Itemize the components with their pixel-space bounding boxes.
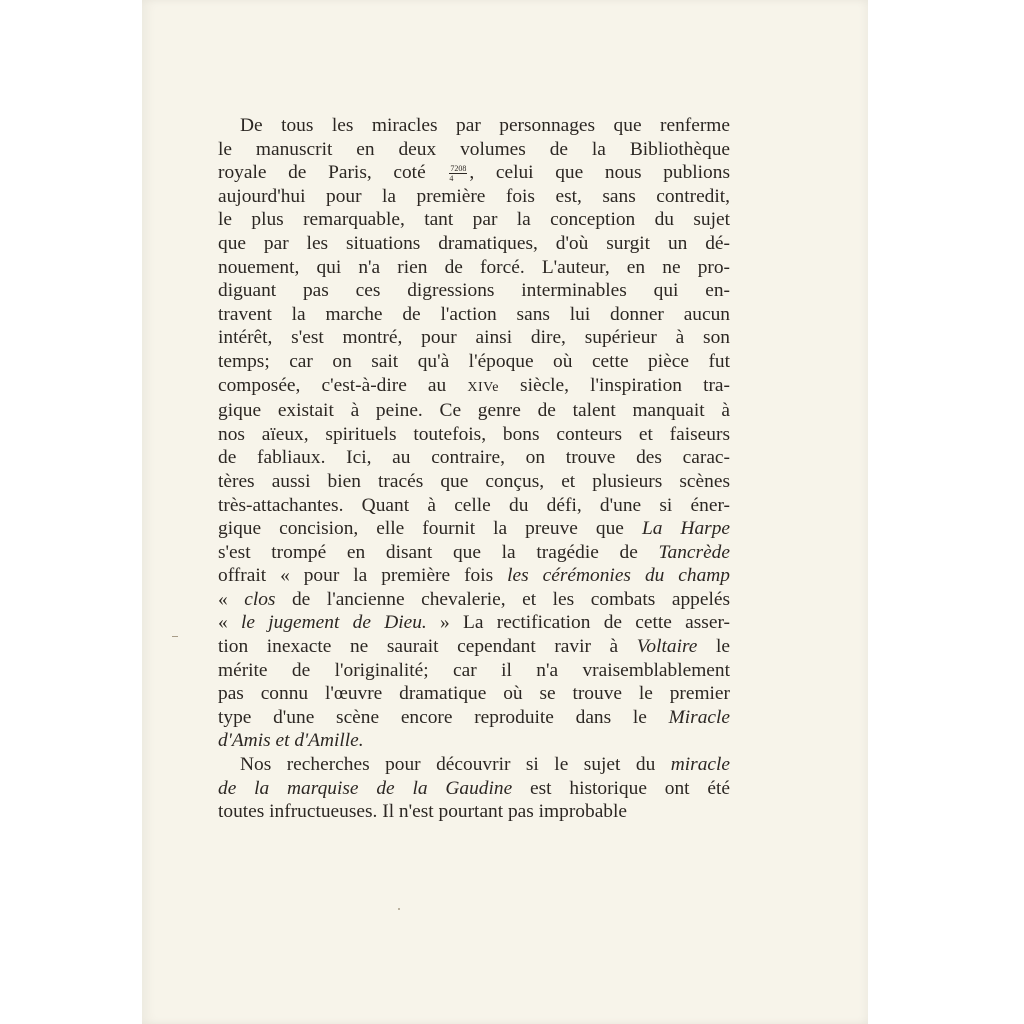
italic-run: le jugement de Dieu.	[240, 612, 427, 634]
text-run: «	[218, 612, 241, 634]
text-run: intérêt, s'est montré, pour ainsi dire, supérieur à son	[218, 327, 730, 349]
text-run: temps; car on sait qu'à l'époque où cette pièce fut	[218, 350, 730, 372]
text-line	[218, 446, 730, 470]
paper-speck	[172, 636, 178, 637]
text-line	[218, 706, 730, 730]
text-line	[218, 800, 730, 824]
text-line	[218, 279, 730, 303]
text-line	[218, 232, 730, 256]
text-line	[218, 374, 730, 400]
text-run: type d'une scène encore reproduite dans le	[218, 706, 669, 728]
century-numeral: XIVe	[467, 379, 499, 395]
paragraph-1	[218, 114, 730, 753]
text-run: siècle, l'inspiration tra-	[498, 374, 730, 396]
text-line	[218, 303, 730, 327]
text-line	[218, 326, 730, 350]
text-run: toutes infructueuses. Il n'est pourtant pas improbable	[218, 801, 627, 823]
italic-run: La Harpe	[641, 518, 731, 540]
text-run: tion inexacte ne saurait cependant ravir à	[218, 636, 637, 658]
fraction-denominator: 4	[449, 174, 454, 184]
paper-speck	[398, 908, 400, 910]
italic-run: miracle	[670, 754, 730, 776]
text-line	[218, 256, 730, 280]
text-run: nos aïeux, spirituels toutefois, bons conteurs et faiseurs	[218, 423, 730, 445]
text-run: le plus remarquable, tant par la conception du sujet	[218, 209, 730, 231]
text-line	[218, 753, 730, 777]
text-run: de fabliaux. Ici, au contraire, on trouve des carac-	[218, 447, 730, 469]
text-run: composée, c'est-à-dire au	[218, 374, 468, 396]
text-line	[218, 494, 730, 518]
text-line	[218, 470, 730, 494]
text-run: le	[697, 636, 731, 658]
italic-run: Tancrède	[658, 541, 730, 563]
text-run: de l'ancienne chevalerie, et les combats appelés	[275, 588, 730, 610]
text-line	[218, 541, 730, 565]
text-line	[218, 682, 730, 706]
text-line	[218, 423, 730, 447]
text-line	[218, 350, 730, 374]
text-run: offrait « pour la première fois	[218, 565, 508, 587]
fraction-numerator: 7208	[450, 164, 467, 174]
text-run: » La rectification de cette asser-	[426, 612, 730, 634]
text-line	[218, 635, 730, 659]
page-body-text	[218, 114, 730, 824]
italic-run: Miracle	[668, 706, 730, 728]
text-line	[218, 729, 730, 753]
text-line	[218, 517, 730, 541]
italic-run: d'Amis et d'Amille.	[218, 730, 364, 752]
text-run: nouement, qui n'a rien de forcé. L'auteur, en ne pro-	[218, 256, 730, 278]
text-run: diguant pas ces digressions interminables qui en-	[218, 280, 730, 302]
italic-run: les cérémonies du champ	[507, 565, 730, 587]
text-run: que par les situations dramatiques, d'où surgit un dé-	[218, 232, 730, 254]
text-line	[218, 588, 730, 612]
italic-run: clos	[244, 588, 276, 610]
text-run: le manuscrit en deux volumes de la Bibliothèque	[218, 138, 730, 160]
text-line	[218, 564, 730, 588]
text-line	[218, 138, 730, 162]
italic-run: de la marquise de la Gaudine	[218, 777, 513, 799]
text-line	[218, 611, 730, 635]
text-line	[218, 114, 730, 138]
text-run: tères aussi bien tracés que conçus, et plusieurs scènes	[218, 470, 730, 492]
text-line	[218, 208, 730, 232]
paragraph-2	[218, 753, 730, 824]
text-run: De tous les miracles par personnages que renferme	[240, 115, 730, 136]
shelfmark-fraction	[449, 164, 467, 183]
text-run: s'est trompé en disant que la tragédie de	[218, 541, 659, 563]
text-line	[218, 777, 730, 801]
text-run: aujourd'hui pour la première fois est, sans contredit,	[218, 185, 730, 207]
text-run: est historique ont été	[512, 777, 730, 799]
italic-run: Voltaire	[636, 636, 698, 658]
text-run: , celui que nous publions	[469, 162, 730, 184]
text-run: travent la marche de l'action sans lui donner aucun	[218, 303, 730, 325]
text-run: royale de Paris, coté	[218, 162, 448, 184]
text-run: mérite de l'originalité; car il n'a vraisemblablement	[218, 659, 730, 681]
text-run: pas connu l'œuvre dramatique où se trouve le premier	[218, 683, 730, 705]
text-line	[218, 185, 730, 209]
text-run: gique existait à peine. Ce genre de talent manquait à	[218, 400, 730, 422]
text-line	[218, 161, 730, 185]
text-line	[218, 659, 730, 683]
text-run: «	[218, 588, 245, 610]
text-line	[218, 399, 730, 423]
text-run: gique concision, elle fournit la preuve que	[218, 518, 642, 540]
text-run: Nos recherches pour découvrir si le sujet du	[240, 754, 671, 776]
text-run: très-attachantes. Quant à celle du défi, d'une si éner-	[218, 494, 730, 516]
